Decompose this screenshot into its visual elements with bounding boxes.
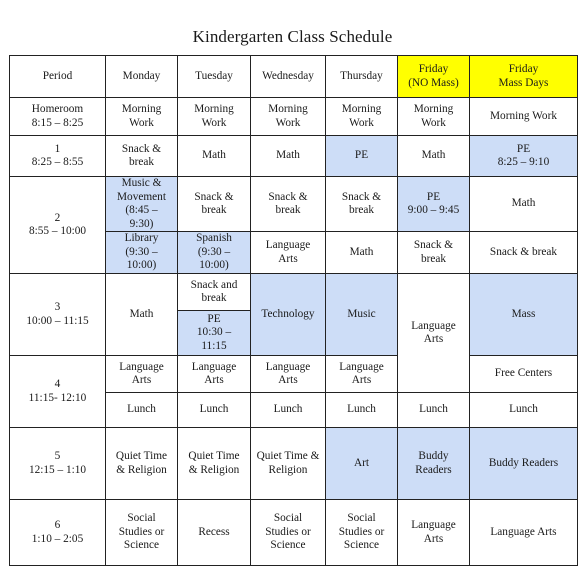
cell-p6-thursday: Social Studies or Science [326, 500, 398, 566]
cell-homeroom-friday-mass-days: Morning Work [470, 98, 578, 136]
cell-p1-friday-mass-days: PE 8:25 – 9:10 [470, 136, 578, 177]
cell-p1-wednesday: Math [251, 136, 326, 177]
cell-p4-monday-b: Lunch [106, 393, 178, 428]
header-friday-mass-days: Friday Mass Days [470, 56, 578, 98]
row-period-5 [10, 428, 578, 500]
cell-p5-tuesday: Quiet Time & Religion [178, 428, 251, 500]
cell-p4-friday-mass-days-b: Lunch [470, 393, 578, 428]
cell-homeroom-wednesday: Morning Work [251, 98, 326, 136]
header-row [10, 56, 578, 98]
cell-homeroom-tuesday: Morning Work [178, 98, 251, 136]
cell-p4-thursday-a: Language Arts [326, 356, 398, 393]
cell-p2-monday-a: Music & Movement (8:45 – 9:30) [106, 177, 178, 232]
cell-p2-monday-b: Library (9:30 – 10:00) [106, 232, 178, 274]
period-3: 3 10:00 – 11:15 [10, 274, 106, 356]
header-thursday: Thursday [326, 56, 398, 98]
cell-p4-tuesday-b: Lunch [178, 393, 251, 428]
header-tuesday: Tuesday [178, 56, 251, 98]
cell-p2-wednesday-a: Snack & break [251, 177, 326, 232]
cell-p3-friday-mass-days: Mass [470, 274, 578, 356]
cell-p2-wednesday-b: Language Arts [251, 232, 326, 274]
schedule-table [9, 55, 578, 566]
cell-p2-friday-mass-days-a: Math [470, 177, 578, 232]
cell-p5-friday-no-mass: Buddy Readers [398, 428, 470, 500]
cell-p6-friday-no-mass: Language Arts [398, 500, 470, 566]
header-wednesday: Wednesday [251, 56, 326, 98]
header-friday-no-mass: Friday (NO Mass) [398, 56, 470, 98]
row-homeroom [10, 98, 578, 136]
cell-p4-friday-no-mass-b: Lunch [398, 393, 470, 428]
period-6: 6 1:10 – 2:05 [10, 500, 106, 566]
cell-p2-tuesday-b: Spanish (9:30 – 10:00) [178, 232, 251, 274]
header-monday: Monday [106, 56, 178, 98]
cell-p3-friday-no-mass: Language Arts [398, 274, 470, 393]
cell-p2-tuesday-a: Snack & break [178, 177, 251, 232]
cell-p5-thursday: Art [326, 428, 398, 500]
cell-p3-thursday: Music [326, 274, 398, 356]
period-1: 1 8:25 – 8:55 [10, 136, 106, 177]
cell-p5-monday: Quiet Time & Religion [106, 428, 178, 500]
cell-p2-friday-no-mass-a: PE 9:00 – 9:45 [398, 177, 470, 232]
cell-p4-tuesday-a: Language Arts [178, 356, 251, 393]
period-2: 2 8:55 – 10:00 [10, 177, 106, 274]
cell-p2-friday-no-mass-b: Snack & break [398, 232, 470, 274]
cell-homeroom-thursday: Morning Work [326, 98, 398, 136]
period-homeroom: Homeroom 8:15 – 8:25 [10, 98, 106, 136]
row-period-2a [10, 177, 578, 232]
row-period-4a [10, 356, 578, 393]
page-title: Kindergarten Class Schedule [192, 27, 393, 46]
cell-homeroom-friday-no-mass: Morning Work [398, 98, 470, 136]
period-5: 5 12:15 – 1:10 [10, 428, 106, 500]
cell-p4-thursday-b: Lunch [326, 393, 398, 428]
period-4: 4 11:15- 12:10 [10, 356, 106, 428]
row-period-1 [10, 136, 578, 177]
cell-p6-tuesday: Recess [178, 500, 251, 566]
cell-p4-friday-mass-days-a: Free Centers [470, 356, 578, 393]
cell-p6-friday-mass-days: Language Arts [470, 500, 578, 566]
cell-p3-tuesday-b: PE 10:30 – 11:15 [178, 311, 251, 356]
row-period-3a [10, 274, 578, 311]
cell-p3-tuesday-a: Snack and break [178, 274, 251, 311]
cell-p4-wednesday-b: Lunch [251, 393, 326, 428]
header-period: Period [10, 56, 106, 98]
cell-p2-thursday-b: Math [326, 232, 398, 274]
cell-p6-monday: Social Studies or Science [106, 500, 178, 566]
cell-p6-wednesday: Social Studies or Science [251, 500, 326, 566]
cell-p1-monday: Snack & break [106, 136, 178, 177]
cell-p4-wednesday-a: Language Arts [251, 356, 326, 393]
cell-p2-thursday-a: Snack & break [326, 177, 398, 232]
cell-p1-tuesday: Math [178, 136, 251, 177]
cell-p5-wednesday: Quiet Time & Religion [251, 428, 326, 500]
row-period-6 [10, 500, 578, 566]
cell-p3-wednesday: Technology [251, 274, 326, 356]
cell-p2-friday-mass-days-b: Snack & break [470, 232, 578, 274]
cell-p1-friday-no-mass: Math [398, 136, 470, 177]
cell-homeroom-monday: Morning Work [106, 98, 178, 136]
cell-p1-thursday: PE [326, 136, 398, 177]
cell-p3-monday: Math [106, 274, 178, 356]
cell-p5-friday-mass-days: Buddy Readers [470, 428, 578, 500]
cell-p4-monday-a: Language Arts [106, 356, 178, 393]
